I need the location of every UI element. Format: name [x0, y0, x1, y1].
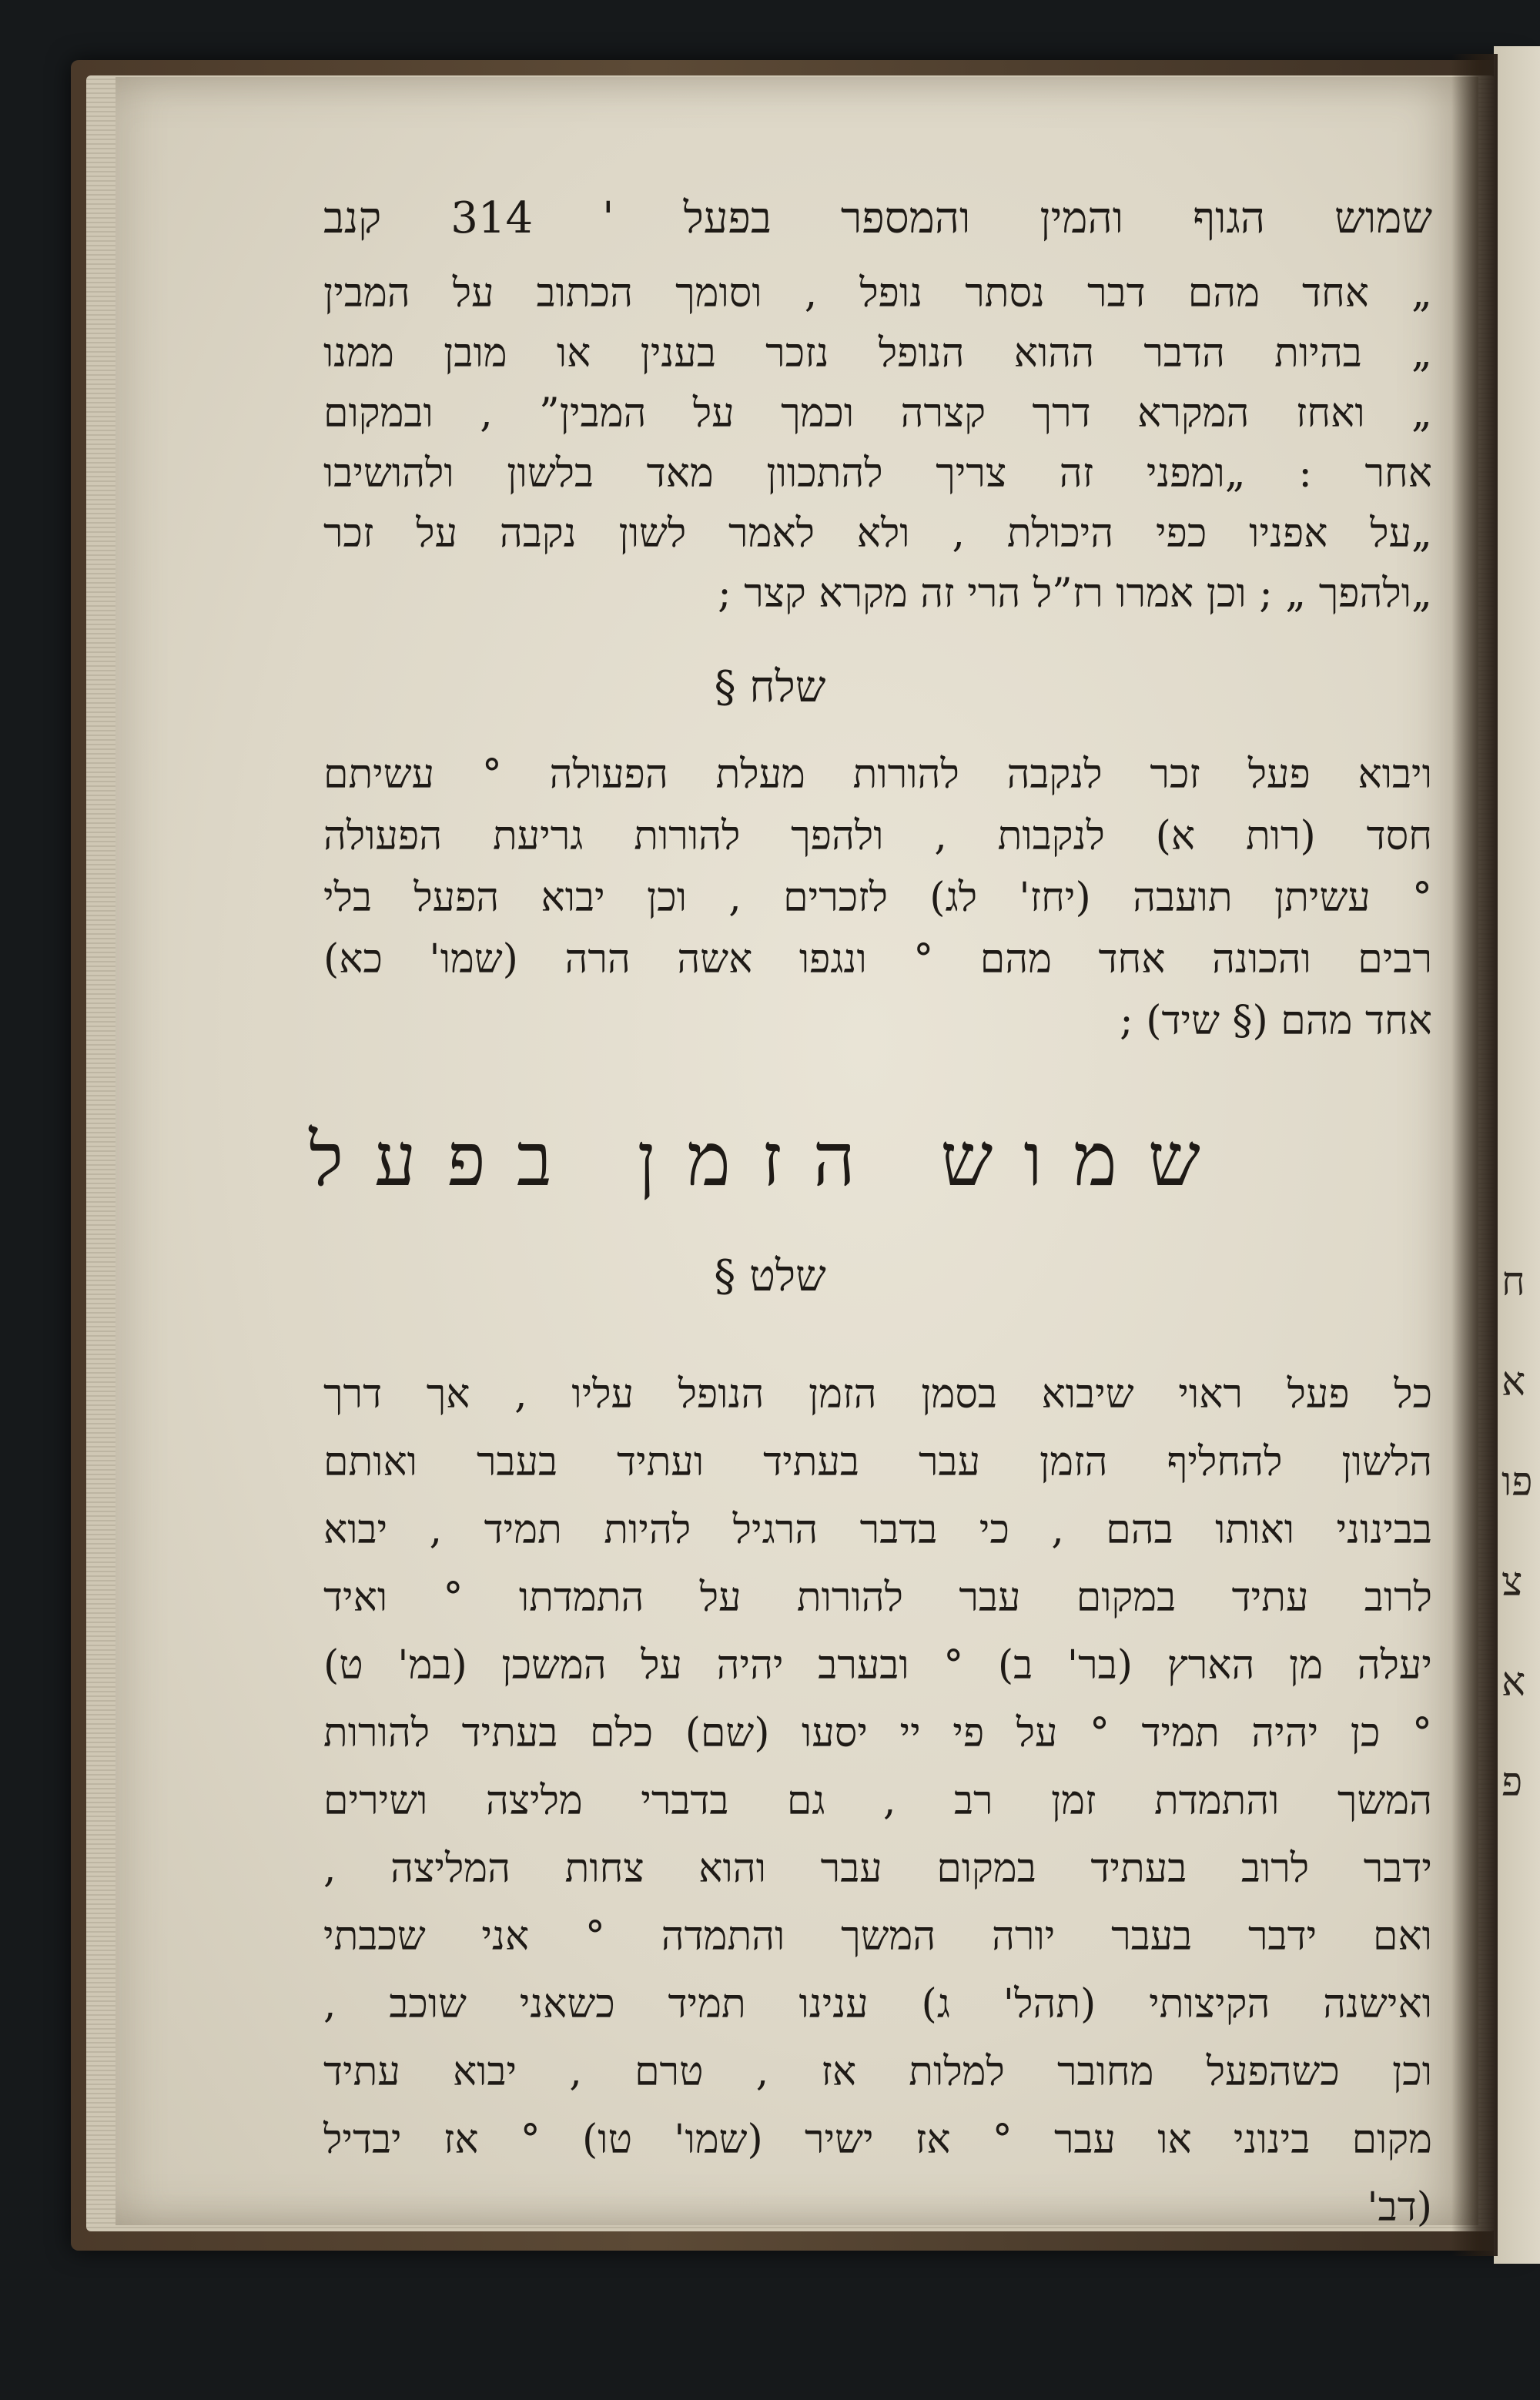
text-line: המשך והתמדת זמן רב , גם בדברי מליצה ושירים	[323, 1778, 1432, 1824]
section-heading-1: § שלח	[714, 662, 826, 712]
text-line: ° כן יהיה תמיד ° על פי יי יסעו (שם) כלם בעתיד להורות	[323, 1710, 1432, 1756]
text-line: בבינוני ואותו בהם , כי בדבר הרגיל להיות תמיד , יבוא	[323, 1507, 1432, 1553]
text-line: „ולהפך „ ; וכן אמרו רז”ל הרי זה מקרא קצר ;	[718, 571, 1432, 617]
text-line: רבים והכונה אחד מהם ° ונגפו אשה הרה (שמו' כא)	[323, 936, 1432, 982]
text-line: „ אחד מהם דבר נסתר נופל , וסומך הכתוב על המבין	[323, 270, 1432, 316]
text-line: יעלה מן הארץ (בר' ב) ° ובערב יהיה על המשכן (במ' ט)	[323, 1642, 1432, 1689]
header-line: שמוש הגוף והמין והמספר בפעל ' 314 קנב	[323, 193, 1432, 243]
text-line: ידבר לרוב בעתיד במקום עבר והוא צחות המליצה ,	[323, 1846, 1432, 1892]
paragraph-1	[323, 269, 1432, 630]
text-line: הלשון להחליף הזמן עבר בעתיד ועתיד בעבר ואותם	[323, 1439, 1432, 1485]
text-line: וכן כשהפעל מחובר למלות אז , טרם , יבוא עתיד	[323, 2049, 1432, 2095]
paragraph-3	[323, 1371, 1432, 2251]
chapter-title: שמוש הזמן בפעל	[309, 1116, 1231, 1203]
text-line: כל פעל ראוי שיבוא בסמן הזמן הנופל עליו , אך דרך	[323, 1371, 1432, 1418]
text-line: ואם ידבר בעבר יורה המשך והתמדה ° אני שכבתי	[323, 1913, 1432, 1960]
text-line: ° עשיתן תועבה (יחז' לג) לזכרים , וכן יבוא הפעל בלי	[323, 875, 1432, 921]
running-header	[323, 192, 1432, 244]
text-line: „ ואחז המקרא דרך קצרה וכמך על המבין” , ובמקום	[323, 390, 1432, 437]
text-line: אחד מהם (§ שיד) ;	[1120, 998, 1432, 1044]
section-heading-2: § שלט	[714, 1251, 826, 1301]
text-line: חסד (רות א) לנקבות , ולהפך להורות גריעת הפעולה	[323, 813, 1432, 859]
text-line: ואישנה הקיצותי (תהל' ג) ענינו תמיד כשאני שוכב ,	[323, 1981, 1432, 2027]
text-line: „ בהיות הדבר ההוא הנופל נזכר בענין או מובן ממנו	[323, 330, 1432, 377]
text-line: לרוב עתיד במקום עבר להורות על התמדתו ° ואיד	[323, 1575, 1432, 1621]
paragraph-2	[323, 751, 1432, 1059]
text-line: אחר : „ומפני זה צריך להתכוון מאד בלשון ולהושיבו	[323, 450, 1432, 497]
text-line: מקום בינוני או עבר ° אז ישיר (שמו' טו) ° אז יבדיל	[323, 2117, 1432, 2163]
next-page-fragments: חאפוצאפ	[1502, 1259, 1533, 1806]
catchword: (דב'	[1367, 2184, 1432, 2231]
text-line: „על אפניו כפי היכולת , ולא לאמר לשון נקבה על זכר	[323, 510, 1432, 557]
text-line: ויבוא פעל זכר לנקבה להורות מעלת הפעולה ° עשיתם	[323, 751, 1432, 798]
